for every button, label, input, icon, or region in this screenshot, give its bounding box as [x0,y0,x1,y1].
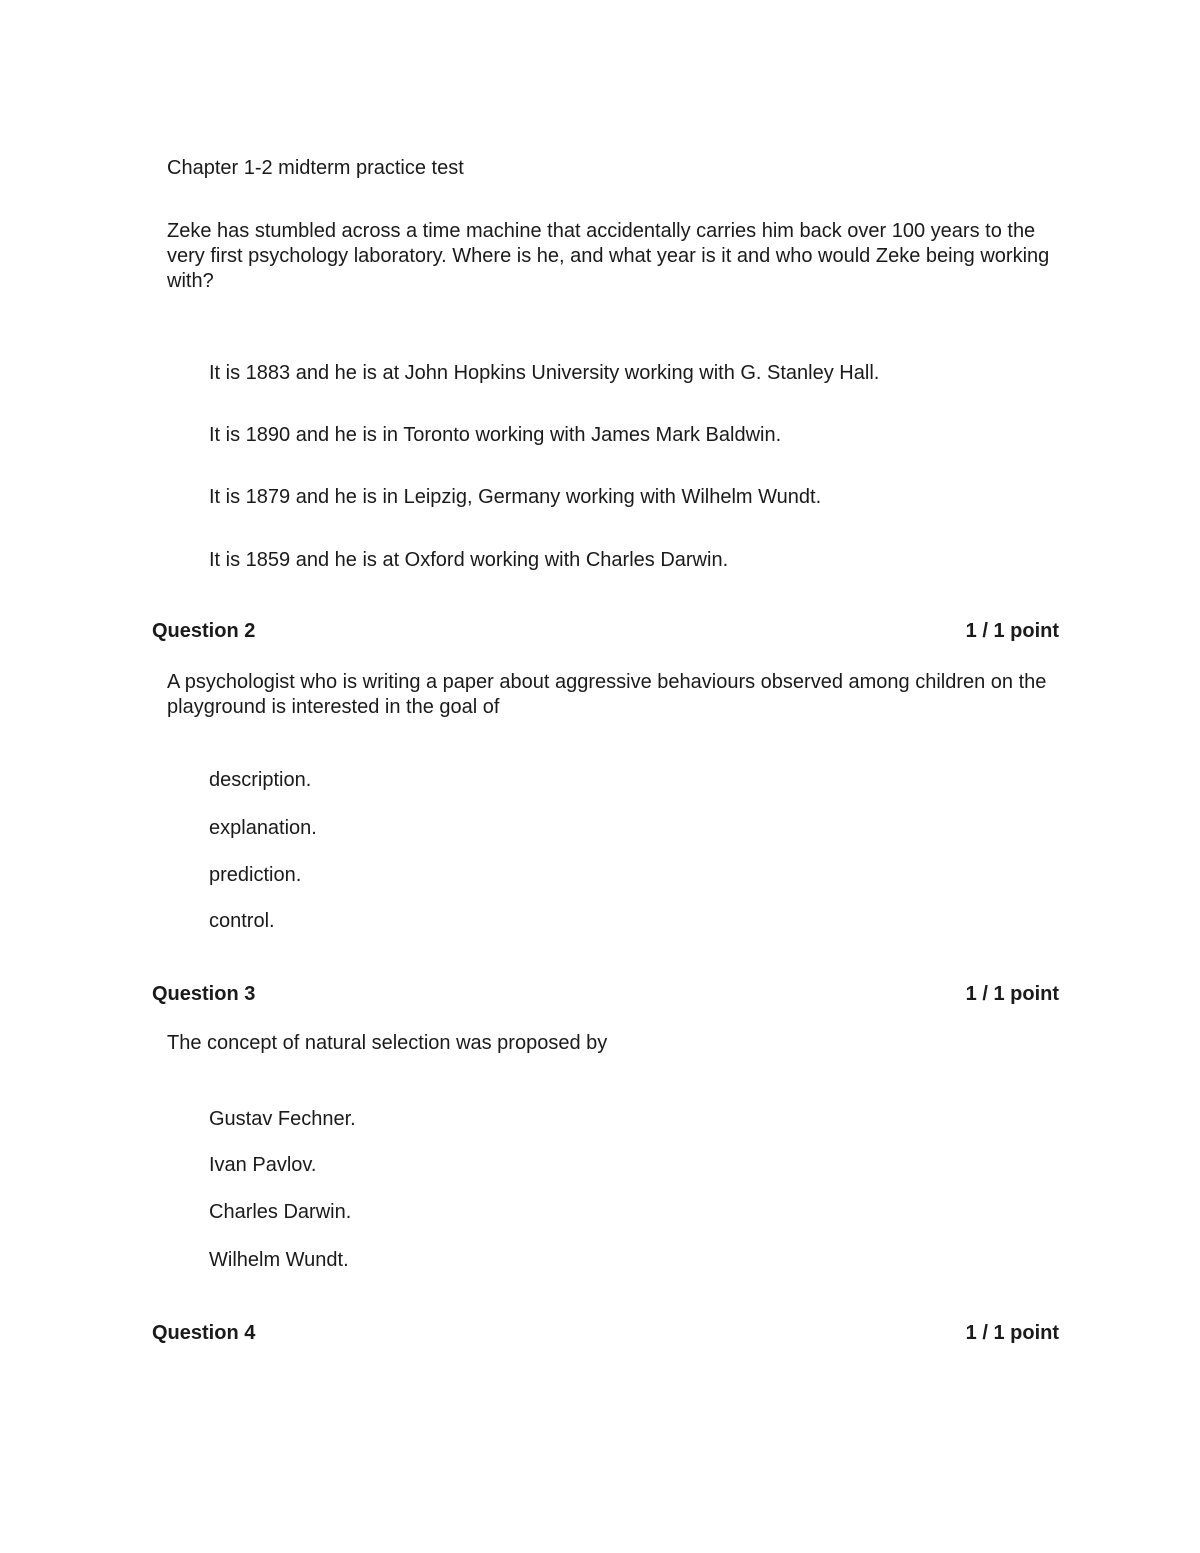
page-title: Chapter 1-2 midterm practice test [167,157,464,179]
question-2-heading: Question 2 [152,620,256,642]
question-2-option-2[interactable]: explanation. [209,817,317,839]
question-3-option-4[interactable]: Wilhelm Wundt. [209,1249,349,1271]
question-1-option-4[interactable]: It is 1859 and he is at Oxford working with Charles Darwin. [209,549,729,571]
question-3-option-1[interactable]: Gustav Fechner. [209,1108,356,1130]
question-2-points: 1 / 1 point [965,620,1059,642]
question-1-option-2[interactable]: It is 1890 and he is in Toronto working with James Mark Baldwin. [209,424,782,446]
question-1-stem: Zeke has stumbled across a time machine that accidentally carries him back over 100 years to the very first psychology laboratory. Where is he, and what year is it and who would Zeke being working with? [167,220,1050,292]
question-3-points: 1 / 1 point [965,983,1059,1005]
question-3-heading: Question 3 [152,983,256,1005]
question-4-points: 1 / 1 point [965,1322,1059,1344]
question-4-heading: Question 4 [152,1322,256,1344]
question-2-stem: A psychologist who is writing a paper about aggressive behaviours observed among children on the playground is interested in the goal of [167,671,1047,718]
question-3-option-2[interactable]: Ivan Pavlov. [209,1154,317,1176]
question-3-stem: The concept of natural selection was proposed by [167,1032,608,1054]
question-3-option-3[interactable]: Charles Darwin. [209,1201,352,1223]
question-1-option-3[interactable]: It is 1879 and he is in Leipzig, Germany working with Wilhelm Wundt. [209,486,822,508]
question-2-option-1[interactable]: description. [209,769,312,791]
question-2-option-4[interactable]: control. [209,910,275,932]
question-1-option-1[interactable]: It is 1883 and he is at John Hopkins University working with G. Stanley Hall. [209,362,880,384]
question-2-option-3[interactable]: prediction. [209,864,302,886]
